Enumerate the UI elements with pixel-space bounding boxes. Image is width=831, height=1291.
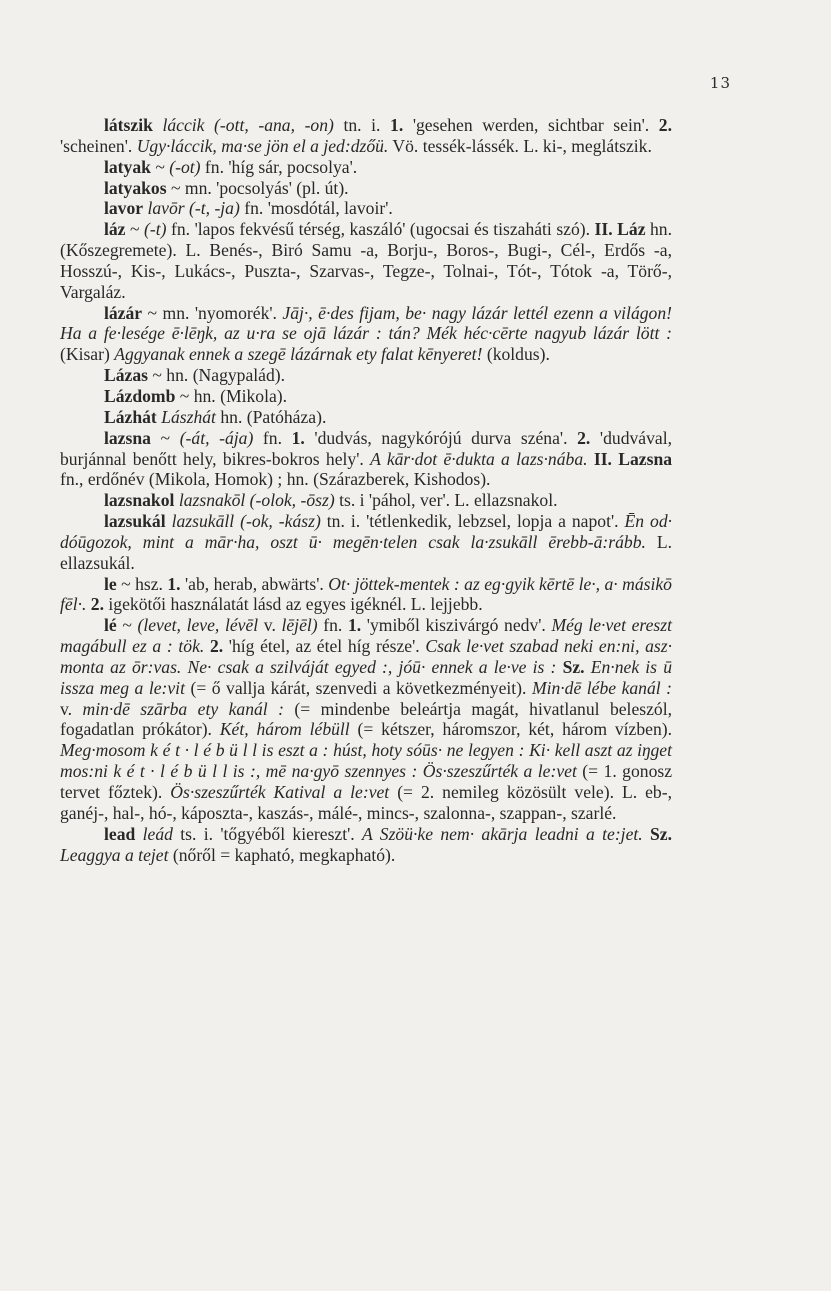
entry-headword: lé: [104, 615, 117, 636]
entry-headword: láz: [104, 219, 126, 240]
entry-text: [135, 824, 142, 844]
entry-text: ~ hn. (Nagypalád).: [147, 365, 286, 386]
entry-text: (Kisar): [60, 344, 115, 365]
entry-text: Ös·szeszűrték Katival a le:vet: [170, 782, 390, 802]
entry-text: 2.: [209, 636, 224, 657]
entry-text: lazsukāll (-ok, -kász): [171, 511, 321, 532]
entry-text: Ugy·láccik, ma·se jön el a jed:dzőü.: [136, 135, 389, 156]
entry-headword: lead: [104, 823, 136, 844]
entry-text: Vö. tessék-lássék. L. ki-, meglátszik.: [388, 135, 652, 156]
entry-text: fn. 'mosdótál, lavoir'.: [239, 198, 393, 219]
entry-text: lazsnakōl (-olok, -ōsz): [178, 490, 335, 511]
entry-text: 1.: [390, 115, 404, 135]
entry-text: ~: [150, 156, 170, 177]
entry-text: (= kétszer, háromszor, két, három vízben).: [349, 719, 673, 740]
entry-text: (koldus).: [482, 344, 550, 365]
entry-text: lējēl): [281, 615, 318, 636]
entry-text: Ös·szeszűrték a le:vet: [422, 761, 577, 782]
entry-text: fn.: [317, 615, 348, 636]
entry-text: Még le·vet ereszt magábull ez a : tök.: [60, 615, 672, 657]
entry-text: ~ hn. (Mikola).: [175, 385, 288, 406]
entry-text: Ēn od· dóūgozok, mint a mār·ha, oszt ū· megēn·telen csak la·zsukāll ērebb-ā:rább.: [60, 511, 673, 552]
entry-text: 'ymiből kiszivárgó nedv'.: [361, 615, 552, 636]
entry-text: [643, 824, 650, 844]
entry-text: (levet, leve, lévēl: [137, 615, 259, 636]
entry-text: ts. i. 'tőgyéből kiereszt'.: [172, 823, 363, 844]
dictionary-entry-lazas: [60, 365, 672, 386]
entry-text: ts. i 'páhol, ver'. L. ellazsnakol.: [334, 490, 558, 511]
entry-text: v.: [258, 615, 282, 636]
entry-headword: lazsukál: [104, 511, 166, 532]
entry-headword: latyak: [104, 156, 151, 177]
entry-text: 'dudvával, burjánnal benőtt hely, bikres-bokros hely'.: [60, 427, 672, 469]
entry-text: (-ot): [169, 156, 201, 177]
entry-text: Meg·mosom k é t · l é b ü l l is eszt a : húst, hoty sóūs· ne legyen : Ki· kell aszt az iŋget mos:ni k é t · l é b ü l l is :, mē na·gyō szennyes :: [60, 740, 672, 782]
entry-text: tn. i.: [333, 115, 391, 135]
dictionary-entry-latszik: [60, 115, 672, 157]
entry-text: Lászhát: [161, 406, 216, 427]
entry-text: II.: [593, 448, 612, 469]
entry-text: (= 1. gonosz tervet főztek).: [60, 761, 673, 802]
entry-text: Aggyanak ennek a szegē lázárnak ety falat kēnyeret!: [114, 344, 483, 365]
entry-text: 'ab, herab, abwärts'.: [180, 573, 329, 594]
dictionary-entry-lavor: [60, 198, 672, 219]
entry-text: 'scheinen'.: [60, 135, 137, 156]
entry-text: Jāj·, ē·des fijam, be· nagy lázár lettél ezenn a világon! Ha a fe·lesége ē·lēŋk, az u·ra se ojā lázár : tán? Mék héc·cērte nagyub lázár lött :: [60, 302, 672, 344]
entry-headword: Lázas: [104, 365, 148, 386]
dictionary-entry-lazsukal: [60, 511, 672, 574]
entry-text: (= 2. nemileg közösült vele). L. eb-, ganéj-, hal-, hó-, káposzta-, kaszás-, málé-, mincs-, szalonna-, szappan-, szarlé.: [60, 782, 672, 823]
dictionary-entry-le2: [60, 615, 672, 823]
entry-text: ~: [125, 219, 145, 240]
entry-text: L. ellazsukál.: [60, 531, 673, 573]
entry-text: 1.: [347, 615, 362, 636]
entry-headword: lázár: [104, 302, 143, 323]
entry-text: 1.: [167, 573, 181, 594]
entry-headword: lazsnakol: [104, 490, 175, 511]
entry-text: Sz.: [650, 823, 673, 844]
entry-headword: lavor: [104, 198, 144, 219]
entry-text: 'dudvás, nagykórójú durva széna'.: [304, 427, 578, 448]
dictionary-entry-lazsnakol: [60, 490, 672, 511]
entry-text: fn., erdőnév (Mikola, Homok) ; hn. (Szárazberek, Kishodos).: [60, 469, 491, 490]
entry-text: 2.: [90, 594, 104, 615]
entry-text: fn. 'híg sár, pocsolya'.: [200, 156, 358, 177]
entry-headword: látszik: [104, 115, 153, 135]
entry-text: leád: [142, 823, 173, 844]
dictionary-entry-latyak: [60, 157, 672, 178]
entry-text: (nőről = kapható, megkapható).: [168, 844, 396, 865]
dictionary-entry-lazhat: [60, 407, 672, 428]
dictionary-entry-lazdomb: [60, 386, 672, 407]
entry-text: 2.: [577, 427, 591, 448]
entry-text: igekötői használatát lásd az egyes igéknél. L. lejjebb.: [104, 594, 483, 615]
entry-text: hn. (Kőszegremete). L. Benés-, Biró Samu -a, Borju-, Boros-, Bugi-, Cél-, Erdős -a, Hosszú-, Kis-, Lukács-, Puszta-, Szarvas-, Tegze-, Tolnai-, Tót-, Tótok -a, Törő-, Vargaláz.: [60, 219, 672, 302]
entry-text: Lazsna: [618, 448, 673, 469]
dictionary-entry-lazar: [60, 303, 672, 366]
entry-text: ~: [116, 615, 138, 636]
page-number: 13: [709, 74, 731, 92]
entry-text: lavōr (-t, -ja): [147, 198, 240, 219]
entry-text: Láz: [617, 219, 646, 240]
entry-headword: Lázdomb: [104, 385, 176, 406]
entry-text: Min·dē lébe kanál :: [531, 677, 673, 698]
entry-text: (-át, -ája): [179, 427, 254, 448]
entry-text: ~ mn. 'pocsolyás' (pl. út).: [166, 177, 349, 198]
dictionary-text: [60, 115, 672, 865]
dictionary-entry-laz: [60, 219, 672, 302]
entry-text: Ot· jöttek-mentek : az eg·gyik kērtē le·, a· másikō fēl·.: [60, 573, 672, 615]
entry-text: 'híg étel, az étel híg része'.: [223, 636, 426, 657]
entry-headword: Lázhát: [104, 406, 157, 427]
entry-text: ~: [150, 427, 180, 448]
entry-text: Csak le·vet szabad neki en:ni, asz· monta az ōr:vas. Ne· csak a szilváját egyed :, jóū· ennek a le·ve is :: [60, 636, 673, 677]
entry-text: ~ hsz.: [116, 573, 168, 594]
entry-text: v.: [60, 698, 83, 719]
entry-text: láccik (-ott, -ana, -on): [162, 115, 334, 135]
entry-text: Sz.: [562, 656, 585, 677]
entry-text: Leaggya a tejet: [60, 844, 169, 865]
entry-text: ~ mn. 'nyomorék'.: [142, 302, 283, 323]
entry-headword: latyakos: [104, 177, 167, 198]
entry-text: fn. 'lapos fekvésű térség, kaszáló' (ugocsai és tiszaháti szó).: [166, 219, 595, 240]
entry-text: (= mindenbe beleártja magát, hivatlanul beleszól, fogadatlan prókátor).: [60, 698, 672, 740]
dictionary-entry-le: [60, 574, 672, 616]
entry-text: A kār·dot ē·dukta a lazs·nába.: [370, 448, 588, 469]
entry-text: fn.: [253, 427, 292, 448]
entry-text: 'gesehen werden, sichtbar sein'.: [403, 115, 659, 135]
entry-text: (= ő vallja kárát, szenvedi a következményeit).: [184, 677, 532, 698]
dictionary-entry-lazsna: [60, 428, 672, 491]
entry-text: En·nek is ū issza meg a le:vit: [60, 656, 673, 698]
entry-text: hn. (Patóháza).: [215, 406, 327, 427]
entry-text: min·dē szārba ety kanál :: [82, 698, 284, 719]
entry-text: II.: [594, 219, 613, 240]
entry-text: 1.: [291, 427, 305, 448]
entry-text: 2.: [658, 115, 672, 135]
dictionary-entry-latyakos: [60, 178, 672, 199]
entry-text: Két, három lébüll: [219, 719, 350, 740]
dictionary-entry-lead: [60, 824, 672, 866]
entry-text: (-t): [144, 219, 167, 240]
entry-headword: le: [104, 573, 117, 594]
entry-text: A Szöü·ke nem· akārja leadni a te:jet.: [362, 823, 643, 844]
entry-headword: lazsna: [104, 427, 151, 448]
entry-text: tn. i. 'tétlenkedik, lebzsel, lopja a napot'.: [320, 511, 625, 532]
